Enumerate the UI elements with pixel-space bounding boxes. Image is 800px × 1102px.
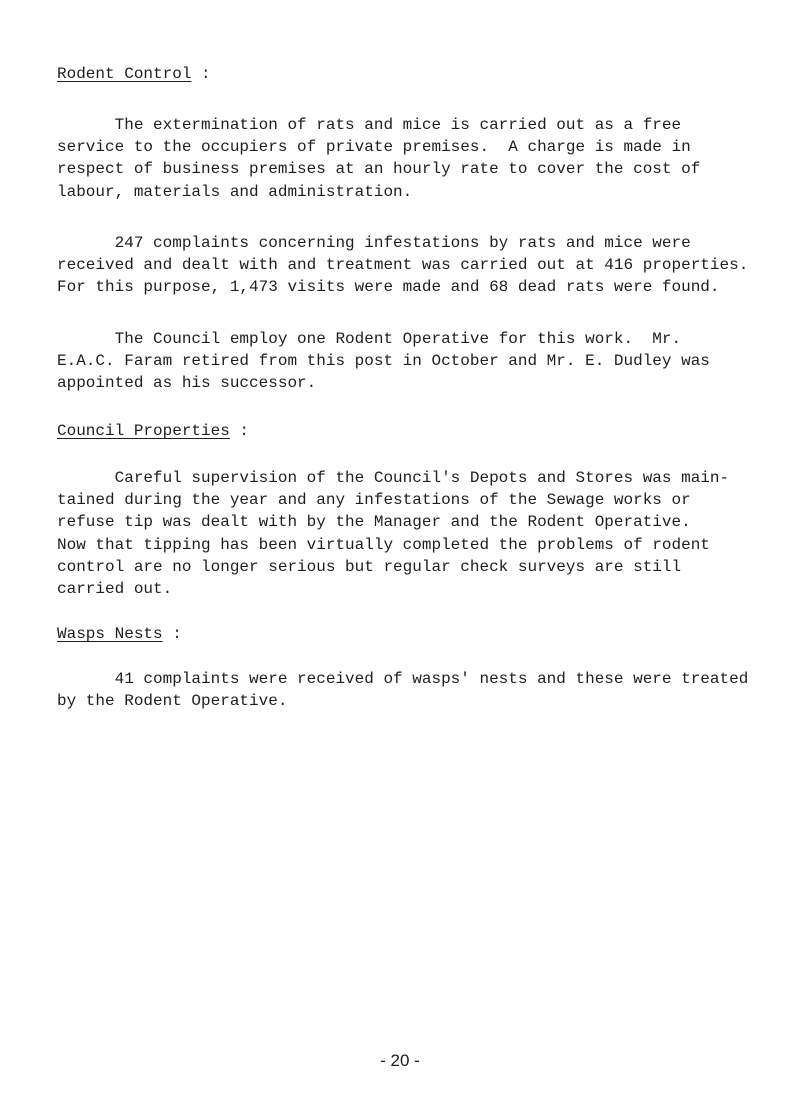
text-line: control are no longer serious but regular check surveys are still	[57, 557, 682, 576]
text-line: refuse tip was dealt with by the Manager and the Rodent Operative.	[57, 513, 691, 532]
paragraph-extermination-service	[57, 114, 757, 203]
heading-suffix: :	[229, 422, 250, 440]
text-line: by the Rodent Operative.	[57, 692, 288, 711]
heading-suffix: :	[162, 625, 182, 643]
heading-suffix: :	[191, 65, 211, 83]
heading-title: Council Properties	[57, 422, 230, 440]
paragraph-complaints-statistics	[57, 232, 757, 299]
text-line: For this purpose, 1,473 visits were made and 68 dead rats were found.	[57, 278, 720, 297]
text-line: Now that tipping has been virtually completed the problems of rodent	[57, 535, 710, 554]
text-line: carried out.	[57, 580, 173, 599]
paragraph-wasps-nests	[57, 668, 757, 712]
paragraph-council-properties	[57, 467, 757, 600]
heading-title: Wasps Nests	[57, 625, 163, 643]
text-line: received and dealt with and treatment was carried out at 416 properties.	[57, 256, 749, 275]
text-line: service to the occupiers of private premises. A charge is made in	[57, 138, 691, 157]
text-line: appointed as his successor.	[57, 374, 317, 393]
text-line: tained during the year and any infestations of the Sewage works or	[57, 491, 691, 510]
text-line: Careful supervision of the Council's Depots and Stores was main-	[57, 469, 730, 487]
text-line: labour, materials and administration.	[57, 182, 413, 201]
text-line: The extermination of rats and mice is carried out as a free	[57, 116, 682, 134]
wasps-nests-heading	[57, 624, 182, 644]
paragraph-rodent-operative	[57, 328, 757, 395]
heading-title: Rodent Control	[57, 65, 192, 83]
text-line: 247 complaints concerning infestations by rats and mice were	[57, 234, 691, 252]
text-line: 41 complaints were received of wasps' nests and these were treated	[57, 670, 749, 688]
council-properties-heading	[57, 421, 249, 441]
text-line: E.A.C. Faram retired from this post in October and Mr. E. Dudley was	[57, 352, 710, 371]
text-line: respect of business premises at an hourly rate to cover the cost of	[57, 160, 701, 179]
rodent-control-heading	[57, 64, 211, 84]
text-line: The Council employ one Rodent Operative for this work. Mr.	[57, 330, 682, 348]
page-number: - 20 -	[380, 1051, 420, 1070]
